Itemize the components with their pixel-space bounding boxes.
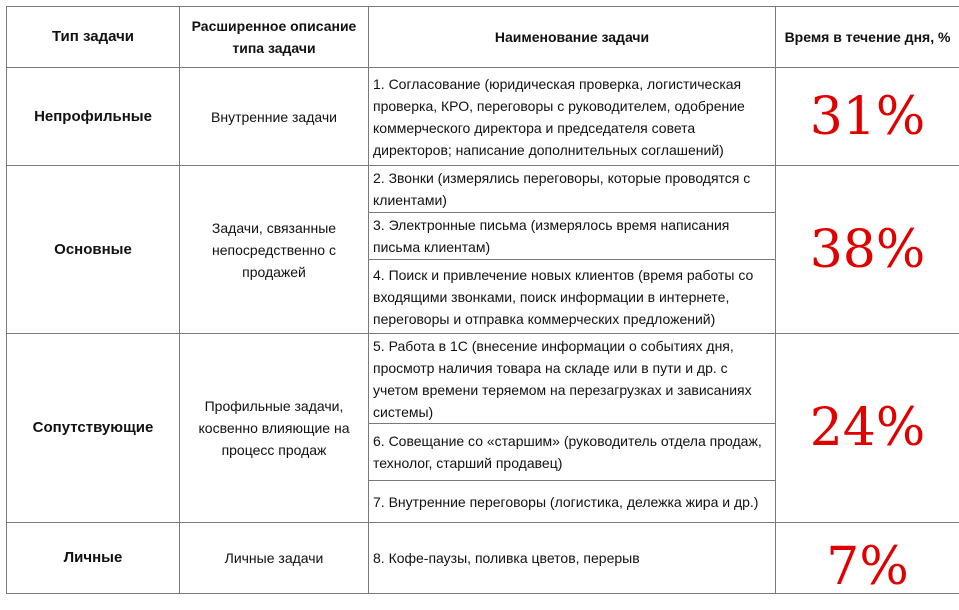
header-time: Время в течение дня, % <box>776 7 959 68</box>
table-row <box>7 166 959 213</box>
task-type-cell: Личные <box>7 523 180 594</box>
time-percent: 31% <box>809 86 926 147</box>
task-description-cell: Внутренние задачи <box>180 68 369 166</box>
header-description: Расширенное описание типа задачи <box>180 7 369 68</box>
time-percent: 7% <box>826 537 909 597</box>
time-percent-cell <box>776 523 959 597</box>
header-task: Наименование задачи <box>369 7 776 68</box>
task-name-cell: 5. Работа в 1С (внесение информации о событиях дня, просмотр наличия товара на складе или в пути и др. с учетом времени теряемом на перезагрузках и зависаниях системы) <box>369 334 776 424</box>
time-percent-cell <box>776 166 959 334</box>
header-type: Тип задачи <box>7 7 180 68</box>
task-name-cell: 1. Согласование (юридическая проверка, логистическая проверка, КРО, переговоры с руководителем, одобрение коммерческого директора и председателя совета директоров; написание дополнительных соглашений) <box>369 68 776 166</box>
time-percent-cell <box>776 68 959 166</box>
task-name-cell: 3. Электронные письма (измерялось время написания письма клиентам) <box>369 213 776 260</box>
task-name-cell: 8. Кофе-паузы, поливка цветов, перерыв <box>369 523 776 594</box>
time-percent-cell <box>776 334 959 523</box>
table-row <box>7 523 959 594</box>
task-description-cell: Личные задачи <box>180 523 369 594</box>
task-time-table <box>6 6 959 597</box>
task-type-cell: Основные <box>7 166 180 334</box>
task-name-cell: 2. Звонки (измерялись переговоры, которые проводятся с клиентами) <box>369 166 776 213</box>
task-name-cell: 7. Внутренние переговоры (логистика, дележка жира и др.) <box>369 481 776 523</box>
table-row <box>7 334 959 424</box>
header-row <box>7 7 959 68</box>
table-row <box>7 68 959 166</box>
task-name-cell: 6. Совещание со «старшим» (руководитель отдела продаж, технолог, старший продавец) <box>369 424 776 481</box>
task-type-cell: Непрофильные <box>7 68 180 166</box>
task-type-cell: Сопутствующие <box>7 334 180 523</box>
time-percent: 24% <box>809 398 926 458</box>
task-name-cell: 4. Поиск и привлечение новых клиентов (время работы со входящими звонками, поиск информации в интернете, переговоры и отправка коммерческих предложений) <box>369 260 776 334</box>
task-description-cell: Профильные задачи, косвенно влияющие на процесс продаж <box>180 334 369 523</box>
task-description-cell: Задачи, связанные непосредственно с продажей <box>180 166 369 334</box>
time-percent: 38% <box>809 219 926 280</box>
